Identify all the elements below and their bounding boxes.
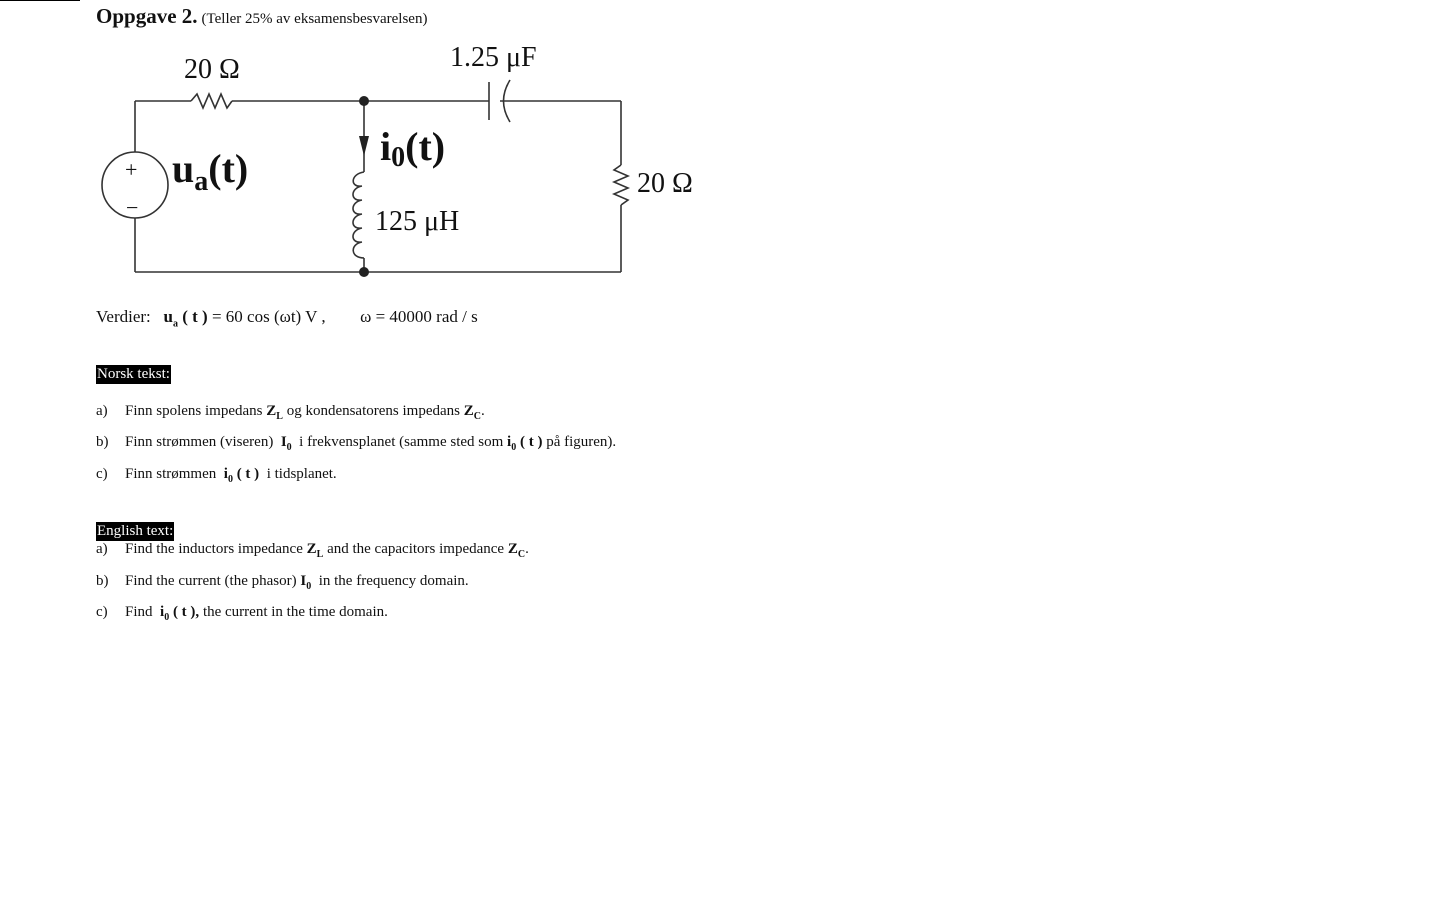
branch-current-symbol: i xyxy=(380,124,392,169)
english-question-a: a) Find the inductors impedance $Z_L$ and the capacitors impedance $Z_C$. xyxy=(96,541,529,560)
english-question-c: c) Find $i_0$ ( t ), the current in the time domain. xyxy=(96,604,388,623)
inductor-label: 125 μH xyxy=(375,206,460,237)
norsk-heading: Norsk tekst: xyxy=(97,366,170,382)
r1-label: 20 Ω xyxy=(184,54,240,85)
resistor-r1 xyxy=(191,94,232,108)
norsk-question-c: c) Finn strømmen $i_0$ ( t ) i tidsplanet. xyxy=(96,466,337,485)
english-question-b: b) Find the current (the phasor) $I_0$ in the frequency domain. xyxy=(96,573,469,592)
norsk-question-a: a) Finn spolens impedans $Z_L$ og kondensatorens impedans $Z_C$. xyxy=(96,403,485,422)
values-label: Verdier: xyxy=(96,307,151,326)
source-minus-sign: − xyxy=(126,195,139,220)
r2-label: 20 Ω xyxy=(637,168,693,199)
given-values xyxy=(96,307,478,329)
source-plus-sign: + xyxy=(125,157,138,182)
capacitor-label: 1.25 μF xyxy=(450,42,537,73)
ua-expression: = 60 cos (ωt) V , xyxy=(211,307,326,326)
source-voltage-subscript: a xyxy=(194,166,209,197)
branch-current-subscript: 0 xyxy=(391,142,406,173)
source-voltage-argument: (t) xyxy=(208,146,249,191)
node-bottom xyxy=(359,267,369,277)
task-weight-note: (Teller 25% av eksamensbesvarelsen) xyxy=(201,11,428,27)
omega-expression: ω = 40000 rad / s xyxy=(360,307,478,326)
circuit-diagram xyxy=(0,0,720,300)
inductor-coil xyxy=(353,172,364,258)
ua-symbol: $u_a$ ( t ) xyxy=(163,307,208,330)
norsk-question-b: b) Finn strømmen (viseren) $I_0$ i frekvensplanet (samme sted som $i_0$ ( t ) på figuren). xyxy=(96,434,617,453)
current-arrow xyxy=(359,136,369,156)
task-title-main: Oppgave 2. xyxy=(96,4,198,28)
node-top xyxy=(359,96,369,106)
english-heading: English text: xyxy=(97,523,174,539)
source-voltage-label xyxy=(172,146,248,197)
branch-current-label xyxy=(380,124,445,173)
branch-current-argument: (t) xyxy=(405,124,446,169)
source-voltage-symbol: u xyxy=(172,146,195,191)
resistor-r2 xyxy=(614,165,628,205)
